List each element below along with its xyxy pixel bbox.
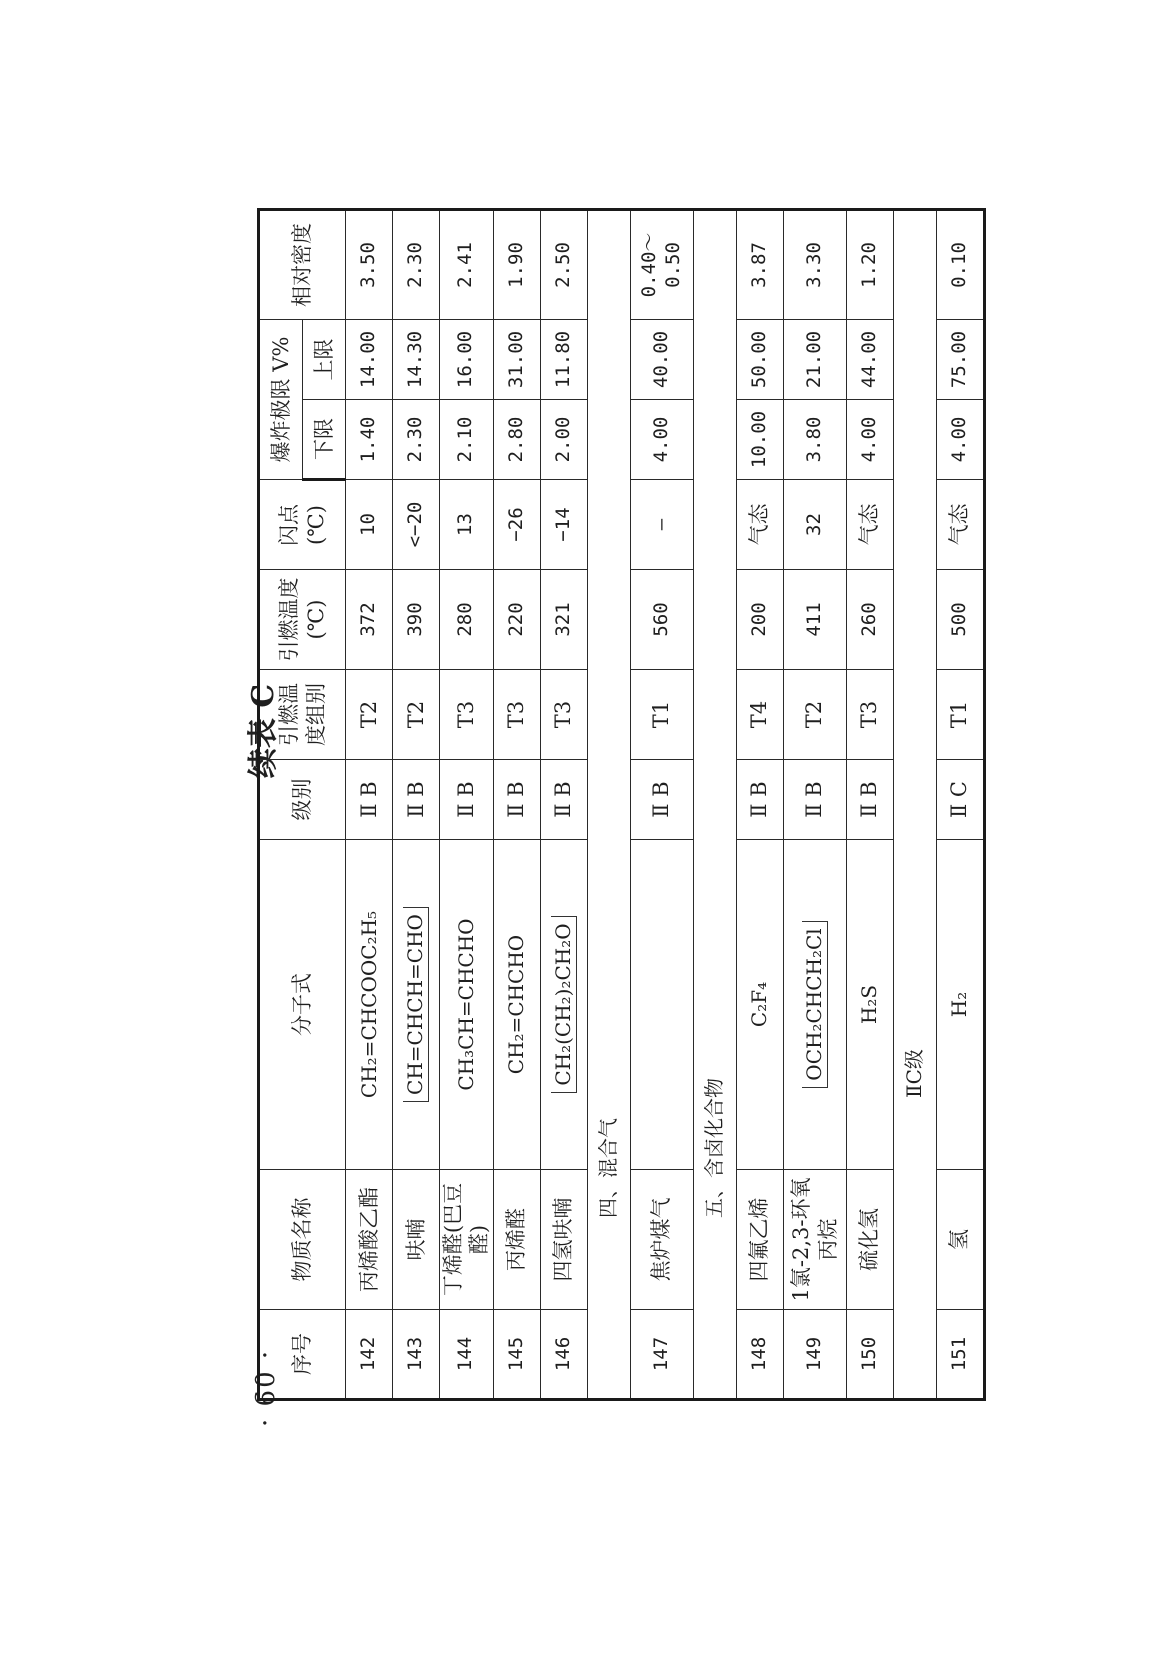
cell-flash: 32	[783, 480, 846, 570]
cell-formula	[540, 840, 587, 1170]
cell-formula: C₂F₄	[736, 840, 783, 1170]
section-row	[587, 209, 630, 1399]
ring-formula: CH₂(CH₂)₂CH₂O	[551, 916, 577, 1092]
cell-formula: H₂S	[846, 840, 893, 1170]
cell-lower: 10.00	[736, 400, 783, 480]
cell-level: Ⅱ B	[783, 760, 846, 840]
cell-flash: <−20	[393, 480, 440, 570]
cell-group: T3	[846, 670, 893, 760]
ring-formula: OCH₂CHCH₂Cl	[802, 921, 828, 1087]
header-formula: 分子式	[259, 840, 346, 1170]
cell-flash: 10	[346, 480, 393, 570]
table-row	[440, 209, 494, 1399]
cell-formula: CH₂=CHCOOC₂H₅	[346, 840, 393, 1170]
header-flash-point: 闪点(℃)	[259, 480, 346, 570]
cell-level: Ⅱ B	[393, 760, 440, 840]
section-row	[893, 209, 936, 1399]
cell-flash: 气态	[846, 480, 893, 570]
cell-group: T3	[493, 670, 540, 760]
cell-density: 0.40～0.50	[630, 209, 693, 319]
section-halogen: 五、含卤化合物	[693, 209, 736, 1399]
cell-group: T1	[936, 670, 984, 760]
cell-density: 3.30	[783, 209, 846, 319]
cell-density: 2.50	[540, 209, 587, 319]
cell-formula: CH₂=CHCHO	[493, 840, 540, 1170]
cell-formula	[783, 840, 846, 1170]
cell-upper: 50.00	[736, 319, 783, 399]
cell-lower: 4.00	[630, 400, 693, 480]
cell-upper: 31.00	[493, 319, 540, 399]
cell-group: T3	[440, 670, 494, 760]
cell-group: T2	[393, 670, 440, 760]
cell-name: 呋喃	[393, 1170, 440, 1310]
cell-name: 四氟乙烯	[736, 1170, 783, 1310]
cell-seq: 147	[630, 1310, 693, 1400]
cell-flash: —	[630, 480, 693, 570]
cell-level: Ⅱ B	[346, 760, 393, 840]
cell-name: 四氢呋喃	[540, 1170, 587, 1310]
cell-level: Ⅱ B	[736, 760, 783, 840]
cell-upper: 14.00	[346, 319, 393, 399]
cell-flash: 气态	[936, 480, 984, 570]
cell-group: T2	[783, 670, 846, 760]
cell-seq: 142	[346, 1310, 393, 1400]
cell-level: Ⅱ B	[493, 760, 540, 840]
cell-level: Ⅱ B	[630, 760, 693, 840]
cell-lower: 3.80	[783, 400, 846, 480]
cell-upper: 11.80	[540, 319, 587, 399]
section-mixed-gas: 四、混合气	[587, 209, 630, 1399]
table-row	[493, 209, 540, 1399]
rotated-page	[20, 206, 1030, 1646]
cell-seq: 143	[393, 1310, 440, 1400]
cell-seq: 149	[783, 1310, 846, 1400]
header-ignition-temp: 引燃温度(℃)	[259, 570, 346, 670]
cell-name: 焦炉煤气	[630, 1170, 693, 1310]
cell-ignition: 390	[393, 570, 440, 670]
cell-group: T4	[736, 670, 783, 760]
ring-formula: CH=CHCH=CHO	[403, 907, 429, 1102]
cell-density: 3.50	[346, 209, 393, 319]
header-density: 相对密度	[259, 209, 346, 319]
cell-lower: 2.10	[440, 400, 494, 480]
page-title: 续表 C	[246, 683, 281, 779]
cell-name: 1氯-2,3-环氧丙烷	[783, 1170, 846, 1310]
cell-formula	[630, 840, 693, 1170]
header-seq: 序号	[259, 1310, 346, 1400]
cell-name: 丙烯酸乙酯	[346, 1170, 393, 1310]
cell-density: 2.41	[440, 209, 494, 319]
cell-lower: 1.40	[346, 400, 393, 480]
cell-ignition: 411	[783, 570, 846, 670]
cell-upper: 44.00	[846, 319, 893, 399]
cell-ignition: 200	[736, 570, 783, 670]
table-row	[846, 209, 893, 1399]
cell-density: 1.20	[846, 209, 893, 319]
cell-ignition: 220	[493, 570, 540, 670]
cell-seq: 148	[736, 1310, 783, 1400]
table-row	[346, 209, 393, 1399]
cell-level: Ⅱ C	[936, 760, 984, 840]
cell-upper: 21.00	[783, 319, 846, 399]
cell-formula: CH₃CH=CHCHO	[440, 840, 494, 1170]
table-row	[540, 209, 587, 1399]
cell-ignition: 321	[540, 570, 587, 670]
cell-ignition: 280	[440, 570, 494, 670]
header-upper: 上限	[303, 319, 346, 399]
header-explosion-limit: 爆炸极限 V%	[259, 319, 303, 479]
cell-formula: H₂	[936, 840, 984, 1170]
cell-level: Ⅱ B	[440, 760, 494, 840]
cell-density: 2.30	[393, 209, 440, 319]
cell-flash: 气态	[736, 480, 783, 570]
cell-ignition: 372	[346, 570, 393, 670]
page-number: · 60 ·	[251, 1348, 281, 1427]
section-iic: ⅡC级	[893, 209, 936, 1399]
header-name: 物质名称	[259, 1170, 346, 1310]
table-row	[393, 209, 440, 1399]
cell-ignition: 260	[846, 570, 893, 670]
section-row	[693, 209, 736, 1399]
cell-level: Ⅱ B	[846, 760, 893, 840]
cell-lower: 2.80	[493, 400, 540, 480]
cell-lower: 4.00	[846, 400, 893, 480]
cell-density: 1.90	[493, 209, 540, 319]
cell-flash: −14	[540, 480, 587, 570]
header-lower: 下限	[303, 400, 346, 480]
table-row	[630, 209, 693, 1399]
cell-upper: 14.30	[393, 319, 440, 399]
cell-ignition: 560	[630, 570, 693, 670]
cell-flash: 13	[440, 480, 494, 570]
cell-density: 3.87	[736, 209, 783, 319]
table-header-row	[259, 209, 303, 1399]
cell-lower: 2.00	[540, 400, 587, 480]
cell-flash: −26	[493, 480, 540, 570]
cell-formula	[393, 840, 440, 1170]
header-level: 级别	[259, 760, 346, 840]
cell-name: 氢	[936, 1170, 984, 1310]
cell-seq: 145	[493, 1310, 540, 1400]
header-temp-group: 引燃温度组别	[259, 670, 346, 760]
cell-density: 0.10	[936, 209, 984, 319]
cell-level: Ⅱ B	[540, 760, 587, 840]
cell-group: T3	[540, 670, 587, 760]
table-row	[783, 209, 846, 1399]
cell-name: 丙烯醛	[493, 1170, 540, 1310]
cell-group: T1	[630, 670, 693, 760]
cell-seq: 151	[936, 1310, 984, 1400]
cell-upper: 75.00	[936, 319, 984, 399]
cell-group: T2	[346, 670, 393, 760]
cell-name: 硫化氢	[846, 1170, 893, 1310]
substance-table	[257, 208, 986, 1401]
cell-ignition: 500	[936, 570, 984, 670]
cell-upper: 40.00	[630, 319, 693, 399]
cell-lower: 4.00	[936, 400, 984, 480]
cell-lower: 2.30	[393, 400, 440, 480]
cell-name: 丁烯醛(巴豆醛)	[440, 1170, 494, 1310]
cell-seq: 150	[846, 1310, 893, 1400]
cell-upper: 16.00	[440, 319, 494, 399]
cell-seq: 146	[540, 1310, 587, 1400]
cell-seq: 144	[440, 1310, 494, 1400]
table-row	[736, 209, 783, 1399]
table-row	[936, 209, 984, 1399]
